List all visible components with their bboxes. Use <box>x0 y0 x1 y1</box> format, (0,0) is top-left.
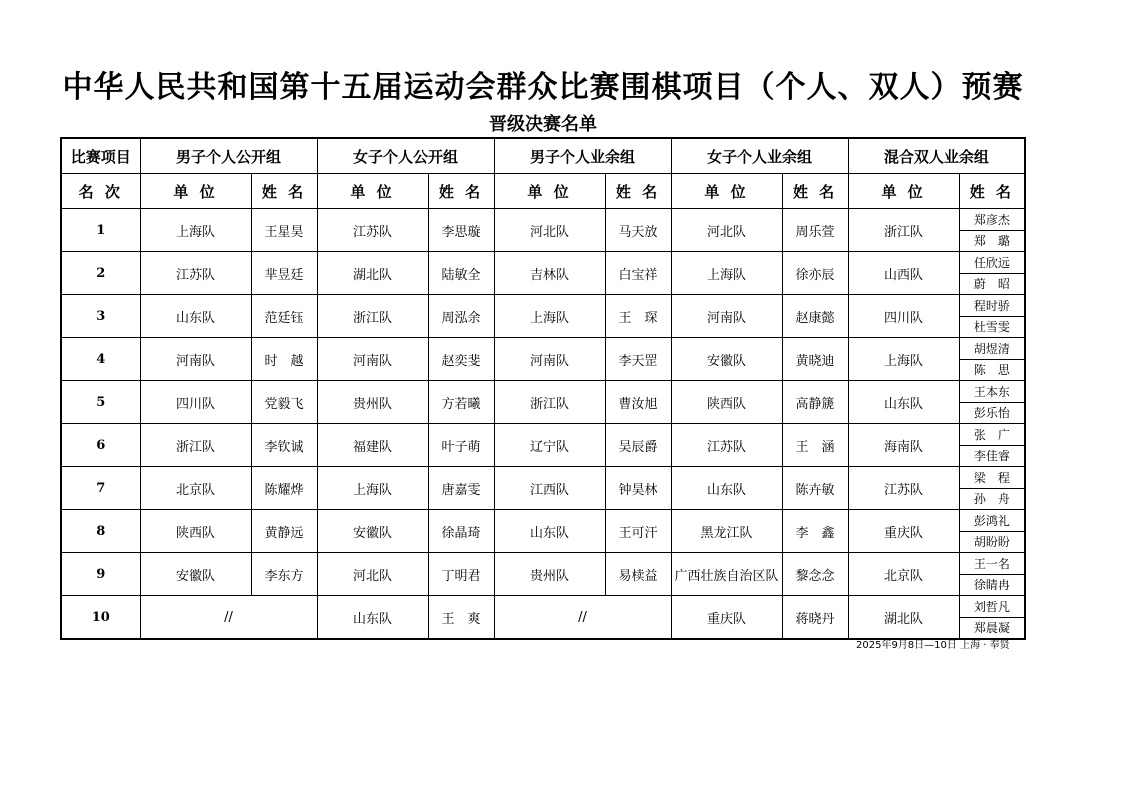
unit-cell: 山东队 <box>317 596 428 640</box>
unit-cell: 北京队 <box>848 553 959 596</box>
pair-name-cell <box>959 510 1025 553</box>
unit-cell: 山东队 <box>494 510 605 553</box>
unit-label: 单 位 <box>848 174 959 209</box>
table-row <box>61 424 1025 467</box>
pair-name-cell <box>959 295 1025 338</box>
pair-name-cell <box>959 209 1025 252</box>
pair-name-b: 蔚 昭 <box>973 277 1010 292</box>
name-cell: 黎念念 <box>782 553 848 596</box>
rank-cell: 6 <box>61 424 140 467</box>
finalists-table <box>60 137 1026 640</box>
rank-cell: 7 <box>61 467 140 510</box>
pair-name-b: 彭乐怡 <box>973 406 1010 421</box>
unit-cell: 吉林队 <box>494 252 605 295</box>
unit-cell: 安徽队 <box>140 553 251 596</box>
unit-cell: 上海队 <box>848 338 959 381</box>
unit-cell: 湖北队 <box>848 596 959 640</box>
merged-empty-cell: // <box>140 596 317 640</box>
document-subtitle: 晋级决赛名单 <box>489 114 597 135</box>
name-cell: 吴辰爵 <box>605 424 671 467</box>
unit-cell: 上海队 <box>494 295 605 338</box>
name-cell: 黄静远 <box>251 510 317 553</box>
pair-name-b: 陈 思 <box>973 363 1010 378</box>
rank-cell: 8 <box>61 510 140 553</box>
table-row <box>61 553 1025 596</box>
unit-cell: 浙江队 <box>848 209 959 252</box>
unit-cell: 山东队 <box>140 295 251 338</box>
unit-label: 单 位 <box>494 174 605 209</box>
pair-name-cell <box>959 553 1025 596</box>
unit-cell: 江西队 <box>494 467 605 510</box>
unit-cell: 贵州队 <box>494 553 605 596</box>
unit-cell: 北京队 <box>140 467 251 510</box>
rank-cell: 10 <box>61 596 140 640</box>
rank-cell: 1 <box>61 209 140 252</box>
unit-cell: 浙江队 <box>140 424 251 467</box>
pair-name-a: 王本东 <box>960 381 1025 403</box>
name-cell: 周乐萱 <box>782 209 848 252</box>
unit-cell: 河北队 <box>317 553 428 596</box>
name-cell: 时 越 <box>251 338 317 381</box>
rank-label: 名 次 <box>61 174 140 209</box>
unit-cell: 河北队 <box>671 209 782 252</box>
pair-name-b: 杜雪雯 <box>973 320 1010 335</box>
pair-name-a: 郑彦杰 <box>960 209 1025 231</box>
name-cell: 李 鑫 <box>782 510 848 553</box>
unit-cell: 海南队 <box>848 424 959 467</box>
unit-cell: 上海队 <box>317 467 428 510</box>
rank-cell: 2 <box>61 252 140 295</box>
unit-label: 单 位 <box>671 174 782 209</box>
unit-cell: 黑龙江队 <box>671 510 782 553</box>
pair-name-b: 孙 舟 <box>973 492 1010 507</box>
name-cell: 李钦诚 <box>251 424 317 467</box>
unit-cell: 重庆队 <box>848 510 959 553</box>
unit-label: 单 位 <box>317 174 428 209</box>
pair-name-cell <box>959 424 1025 467</box>
rank-cell: 4 <box>61 338 140 381</box>
event-label: 比赛项目 <box>61 138 140 174</box>
name-cell: 唐嘉雯 <box>428 467 494 510</box>
table-row <box>61 252 1025 295</box>
pair-name-a: 张 广 <box>960 424 1025 446</box>
name-cell: 党毅飞 <box>251 381 317 424</box>
header-row-groups <box>61 138 1025 174</box>
pair-name-a: 任欣远 <box>960 252 1025 274</box>
pair-name-b: 胡盼盼 <box>973 535 1010 550</box>
date-location-note: 2025年9月8日—10日 上海 · 奉贤 <box>856 640 1010 651</box>
unit-cell: 四川队 <box>140 381 251 424</box>
name-cell: 王 琛 <box>605 295 671 338</box>
name-cell: 钟昊林 <box>605 467 671 510</box>
pair-name-cell <box>959 467 1025 510</box>
pair-name-a: 胡煜清 <box>960 338 1025 360</box>
group-header: 混合双人业余组 <box>848 138 1025 174</box>
name-cell: 徐亦辰 <box>782 252 848 295</box>
unit-cell: 江苏队 <box>317 209 428 252</box>
name-cell: 王 涵 <box>782 424 848 467</box>
unit-cell: 陕西队 <box>140 510 251 553</box>
name-cell: 赵奕斐 <box>428 338 494 381</box>
table-row <box>61 596 1025 640</box>
name-cell: 李思璇 <box>428 209 494 252</box>
unit-cell: 河南队 <box>317 338 428 381</box>
unit-cell: 山东队 <box>671 467 782 510</box>
unit-cell: 河南队 <box>494 338 605 381</box>
name-label: 姓 名 <box>605 174 671 209</box>
unit-cell: 上海队 <box>140 209 251 252</box>
unit-cell: 安徽队 <box>317 510 428 553</box>
pair-name-b: 徐睛冉 <box>973 578 1010 593</box>
pair-name-b: 郑 璐 <box>973 234 1010 249</box>
table-row <box>61 510 1025 553</box>
name-cell: 王 爽 <box>428 596 494 640</box>
name-cell: 王可汗 <box>605 510 671 553</box>
unit-cell: 山西队 <box>848 252 959 295</box>
unit-cell: 福建队 <box>317 424 428 467</box>
unit-cell: 江苏队 <box>671 424 782 467</box>
name-cell: 黄晓迪 <box>782 338 848 381</box>
unit-cell: 江苏队 <box>848 467 959 510</box>
unit-cell: 江苏队 <box>140 252 251 295</box>
name-label: 姓 名 <box>782 174 848 209</box>
name-cell: 曹汝旭 <box>605 381 671 424</box>
pair-name-cell <box>959 252 1025 295</box>
pair-name-a: 刘哲凡 <box>960 596 1025 618</box>
pair-name-cell <box>959 381 1025 424</box>
rank-cell: 5 <box>61 381 140 424</box>
name-cell: 白宝祥 <box>605 252 671 295</box>
table-row <box>61 295 1025 338</box>
name-cell: 高静篪 <box>782 381 848 424</box>
unit-cell: 贵州队 <box>317 381 428 424</box>
unit-cell: 辽宁队 <box>494 424 605 467</box>
name-label: 姓 名 <box>251 174 317 209</box>
unit-cell: 河南队 <box>671 295 782 338</box>
header-row-columns <box>61 174 1025 209</box>
name-label: 姓 名 <box>959 174 1025 209</box>
name-cell: 周泓余 <box>428 295 494 338</box>
group-header: 女子个人业余组 <box>671 138 848 174</box>
name-cell: 丁明君 <box>428 553 494 596</box>
name-cell: 方若曦 <box>428 381 494 424</box>
name-cell: 易椟益 <box>605 553 671 596</box>
table-row <box>61 209 1025 252</box>
pair-name-b: 郑晨凝 <box>973 621 1010 636</box>
unit-cell: 山东队 <box>848 381 959 424</box>
pair-name-a: 王一名 <box>960 553 1025 575</box>
pair-name-b: 李佳睿 <box>973 449 1010 464</box>
unit-cell: 浙江队 <box>317 295 428 338</box>
unit-cell: 河南队 <box>140 338 251 381</box>
name-cell: 陈卉敏 <box>782 467 848 510</box>
name-cell: 陆敏全 <box>428 252 494 295</box>
rank-cell: 9 <box>61 553 140 596</box>
unit-label: 单 位 <box>140 174 251 209</box>
unit-cell: 湖北队 <box>317 252 428 295</box>
name-cell: 李东方 <box>251 553 317 596</box>
name-cell: 叶子萌 <box>428 424 494 467</box>
name-cell: 王星昊 <box>251 209 317 252</box>
rank-cell: 3 <box>61 295 140 338</box>
name-cell: 蒋晓丹 <box>782 596 848 640</box>
unit-cell: 河北队 <box>494 209 605 252</box>
pair-name-a: 梁 程 <box>960 467 1025 489</box>
unit-cell: 浙江队 <box>494 381 605 424</box>
group-header: 男子个人业余组 <box>494 138 671 174</box>
group-header: 女子个人公开组 <box>317 138 494 174</box>
pair-name-a: 程时骄 <box>960 295 1025 317</box>
name-cell: 陈耀烨 <box>251 467 317 510</box>
name-cell: 芈昱廷 <box>251 252 317 295</box>
merged-empty-cell: // <box>494 596 671 640</box>
unit-cell: 上海队 <box>671 252 782 295</box>
pair-name-a: 彭鸿礼 <box>960 510 1025 532</box>
unit-cell: 安徽队 <box>671 338 782 381</box>
name-label: 姓 名 <box>428 174 494 209</box>
group-header: 男子个人公开组 <box>140 138 317 174</box>
unit-cell: 广西壮族自治区队 <box>671 553 782 596</box>
table-row <box>61 338 1025 381</box>
table-row <box>61 467 1025 510</box>
document-title: 中华人民共和国第十五届运动会群众比赛围棋项目（个人、双人）预赛 <box>62 70 1024 105</box>
unit-cell: 陕西队 <box>671 381 782 424</box>
table-row <box>61 381 1025 424</box>
name-cell: 徐晶琦 <box>428 510 494 553</box>
unit-cell: 四川队 <box>848 295 959 338</box>
name-cell: 赵康懿 <box>782 295 848 338</box>
pair-name-cell <box>959 596 1025 640</box>
name-cell: 马天放 <box>605 209 671 252</box>
pair-name-cell <box>959 338 1025 381</box>
unit-cell: 重庆队 <box>671 596 782 640</box>
name-cell: 范廷钰 <box>251 295 317 338</box>
name-cell: 李天罡 <box>605 338 671 381</box>
